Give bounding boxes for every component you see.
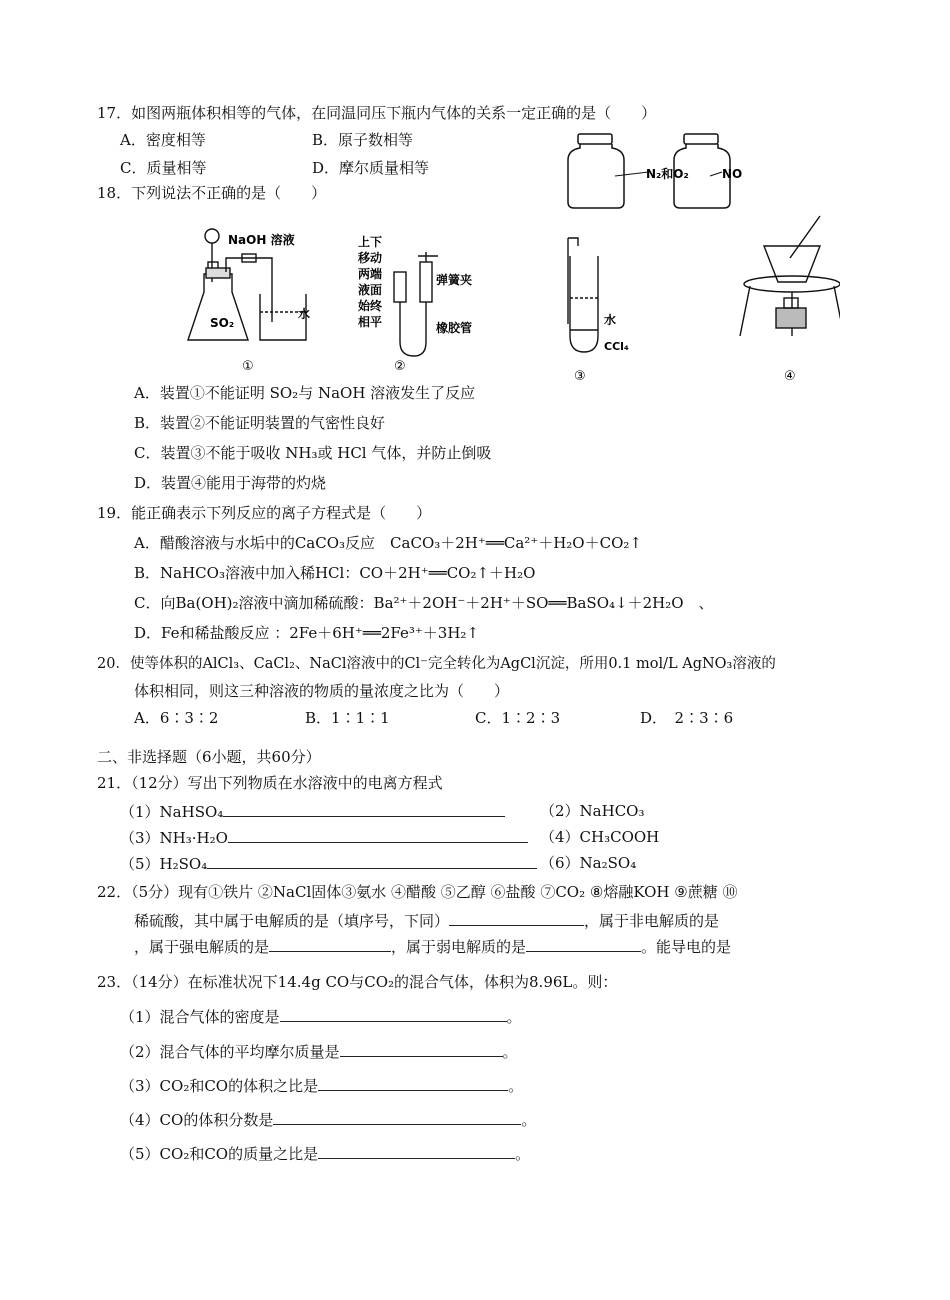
apparatus-2	[394, 252, 438, 356]
bottle-1-label: N₂和O₂	[646, 167, 689, 181]
q18-stem: 18．下列说法不正确的是（ ）	[97, 184, 327, 202]
q17-option-a: A．密度相等	[120, 131, 206, 149]
section-2-heading: 二、非选择题（6小题，共60分）	[97, 748, 321, 766]
q17-option-c: C．质量相等	[120, 159, 207, 177]
q17-stem: 17．如图两瓶体积相等的气体，在同温同压下瓶内气体的关系一定正确的是（ ）	[97, 104, 657, 122]
apparatus-3	[568, 238, 598, 352]
move-text-3: 两端	[358, 267, 383, 281]
q23-item-2: （2）混合气体的平均摩尔质量是 。	[120, 1043, 518, 1061]
tube-label: 橡胶管	[436, 321, 473, 335]
q23-item-5: （5）CO₂和CO的质量之比是 。	[120, 1145, 531, 1163]
q22-line-3: ，属于强电解质的是 ，属于弱电解质的是 。能导电的是	[134, 938, 732, 956]
q21-answer-5[interactable]	[207, 853, 537, 869]
q20-stem-line-2: 体积相同，则这三种溶液的物质的量浓度之比为（ ）	[134, 682, 510, 700]
apparatus-number-4: ④	[784, 369, 796, 382]
q21-item-1: （1）NaHSO₄	[120, 801, 505, 822]
water-label-3: 水	[604, 313, 617, 327]
q23-item-3: （3）CO₂和CO的体积之比是 。	[120, 1077, 524, 1095]
apparatus-number-2: ②	[394, 359, 406, 374]
q18-option-c: C．装置③不能于吸收 NH₃或 HCl 气体，并防止倒吸	[134, 444, 492, 462]
apparatus-4	[740, 216, 840, 336]
q20-option-b: B．1∶1∶1	[305, 709, 390, 727]
q21-item-2: （2）NaHCO₃	[540, 802, 645, 820]
move-text-6: 相平	[358, 315, 383, 329]
q21-item-3: （3）NH₃·H₂O	[120, 827, 528, 848]
q23-answer-3[interactable]	[318, 1075, 508, 1091]
q20-option-d: D． 2∶3∶6	[640, 709, 734, 727]
q21-item-4: （4）CH₃COOH	[540, 828, 660, 846]
ccl4-label: CCl₄	[604, 340, 629, 353]
naoh-label: NaOH 溶液	[228, 233, 295, 247]
q17-option-b: B．原子数相等	[312, 131, 414, 149]
q23-answer-5[interactable]	[318, 1143, 515, 1159]
q22-answer-strong[interactable]	[269, 936, 391, 952]
q22-answer-weak[interactable]	[526, 936, 641, 952]
move-text-4: 液面	[358, 283, 383, 297]
move-text-2: 移动	[358, 251, 383, 265]
water-label-1: 水	[298, 307, 311, 321]
q21-item-6: （6）Na₂SO₄	[540, 854, 637, 872]
move-text-5: 始终	[358, 299, 383, 313]
q21-stem: 21．（12分）写出下列物质在水溶液中的电离方程式	[97, 774, 443, 792]
q20-option-a: A．6∶3∶2	[134, 709, 219, 727]
q20-stem-line-1: 20．使等体积的AlCl₃、CaCl₂、NaCl溶液中的Cl⁻完全转化为AgCl沉淀，所用0.1 mol/L AgNO₃溶液的	[97, 656, 776, 672]
q23-answer-1[interactable]	[280, 1006, 507, 1022]
q23-answer-2[interactable]	[340, 1041, 503, 1057]
q19-option-a: A．醋酸溶液与水垢中的CaCO₃反应 CaCO₃＋2H⁺══Ca²⁺＋H₂O＋CO₂↑	[134, 534, 642, 552]
q19-option-d: D．Fe和稀盐酸反应 ：2Fe＋6H⁺══2Fe³⁺＋3H₂↑	[134, 624, 480, 642]
q18-option-d: D．装置④能用于海带的灼烧	[134, 474, 327, 492]
q19-option-b: B．NaHCO₃溶液中加入稀HCl：CO＋2H⁺══CO₂↑＋H₂O	[134, 564, 536, 582]
q21-item-5: （5）H₂SO₄	[120, 853, 537, 874]
q21-answer-1[interactable]	[223, 801, 505, 817]
q23-answer-4[interactable]	[273, 1109, 521, 1125]
so2-label: SO₂	[210, 316, 235, 330]
q18-option-a: A．装置①不能证明 SO₂与 NaOH 溶液发生了反应	[134, 384, 476, 402]
q18-apparatus-figure	[180, 212, 840, 382]
q19-stem: 19．能正确表示下列反应的离子方程式是（ ）	[97, 504, 432, 522]
clip-label: 弹簧夹	[436, 273, 473, 287]
bottle-2-label: NO	[722, 167, 743, 181]
q21-answer-3[interactable]	[228, 827, 528, 843]
apparatus-number-1: ①	[242, 359, 254, 374]
q17-bottles-figure	[560, 130, 760, 215]
q17-option-d: D．摩尔质量相等	[312, 159, 430, 177]
q22-answer-electrolyte[interactable]	[449, 910, 584, 926]
q20-option-c: C．1∶2∶3	[475, 709, 561, 727]
q22-line-2: 稀硫酸，其中属于电解质的是（填序号，下同） ，属于非电解质的是	[134, 912, 720, 930]
q18-option-b: B．装置②不能证明装置的气密性良好	[134, 414, 386, 432]
q19-option-c: C．向Ba(OH)₂溶液中滴加稀硫酸：Ba²⁺＋2OH⁻＋2H⁺＋SO══BaSO₄↓＋2H₂O 、	[134, 594, 714, 612]
q23-item-4: （4）CO的体积分数是 。	[120, 1111, 537, 1129]
bottle-1	[568, 134, 624, 208]
apparatus-number-3: ③	[574, 369, 586, 382]
q23-item-1: （1）混合气体的密度是 。	[120, 1008, 522, 1026]
q22-line-1: 22．（5分）现有①铁片 ②NaCl固体③氨水 ④醋酸 ⑤乙醇 ⑥盐酸 ⑦CO₂ ⑧熔融KOH ⑨蔗糖 ⑩	[97, 883, 738, 901]
move-text-1: 上下	[358, 235, 383, 249]
q23-stem: 23．（14分）在标准状况下14.4g CO与CO₂的混合气体，体积为8.96L。则：	[97, 973, 618, 991]
